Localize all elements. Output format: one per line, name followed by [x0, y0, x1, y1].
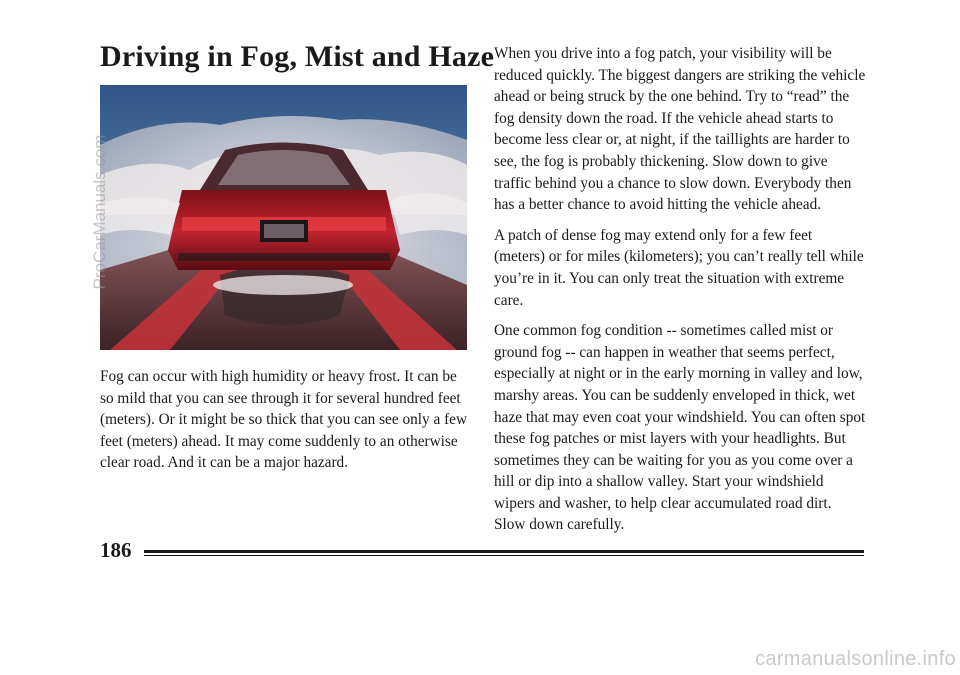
footer-rule-thick: [144, 550, 864, 553]
site-watermark: carmanualsonline.info: [755, 648, 956, 670]
ground-fog-paragraph: One common fog condition -- sometimes called mist or ground fog -- can happen in weather that seems perfect, especially at night or in the early morning in valley and low, marshy areas. You can be suddenly enveloped in thick, wet haze that may even coat your windshield. You can often spot these fog patches or mist layers with your headlights. But sometimes they can be waiting for you as you come over a hill or dip into a shallow valley. Start your windshield wipers and washer, to help clear accumulated road dirt. Slow down carefully.: [494, 322, 866, 534]
dense-fog-paragraph: A patch of dense fog may extend only for a few feet (meters) or for miles (kilometers); you can’t really tell while you’re in it. You can only treat the situation with extreme care.: [494, 226, 864, 309]
page-number: 186: [100, 538, 132, 562]
page-heading: Driving in Fog, Mist and Haze: [100, 40, 495, 73]
page-footer: [100, 538, 864, 562]
visibility-paragraph: When you drive into a fog patch, your visibility will be reduced quickly. The biggest dangers are striking the vehicle ahead or being struck by the one behind. Try to “read” the fog density down the road. If the vehicle ahead starts to become less clear or, at night, if the taillights are harder to see, the fog is probably thickening. Slow down to give traffic behind you a chance to slow down. Everybody then has a better chance to avoid hitting the vehicle ahead.: [494, 45, 866, 214]
watermark-text: ProCarManuals.com: [90, 134, 109, 290]
intro-paragraph: Fog can occur with high humidity or heavy frost. It can be so mild that you can see through it for several hundred feet (meters). Or it might be so thick that you can see only a few feet (meters) ahead. It may come suddenly to an otherwise clear road. And it can be a major hazard.: [100, 368, 468, 472]
right-column: [494, 43, 866, 545]
fog-car-photo: [100, 85, 467, 350]
footer-rule-thin: [144, 555, 864, 556]
